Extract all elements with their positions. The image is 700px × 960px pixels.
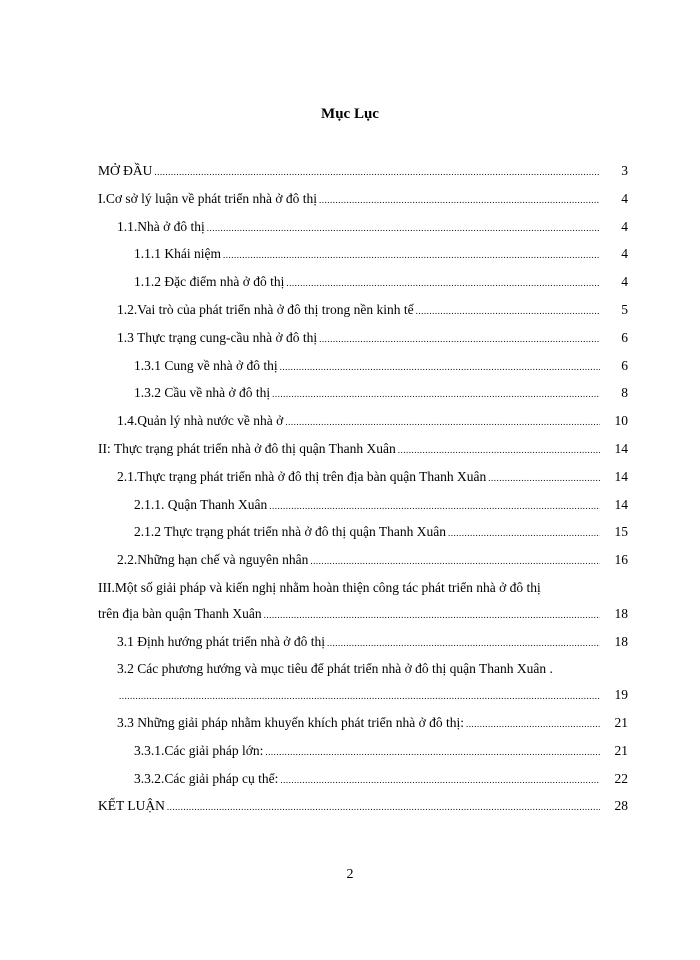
dot-leader — [327, 631, 600, 657]
page-number: 2 — [346, 867, 354, 882]
dot-leader — [280, 355, 600, 381]
dot-leader — [154, 160, 600, 186]
toc-entry[interactable] — [98, 297, 628, 325]
toc-entry-page: 4 — [621, 246, 628, 262]
toc-entry-label: 1.2.Vai trò của phát triển nhà ở đô thị trong nền kinh tế — [117, 301, 414, 317]
toc-entry-label: 1.3.2 Cầu về nhà ở đô thị — [134, 385, 271, 401]
toc-entry-page: 21 — [614, 742, 628, 758]
dot-leader — [416, 299, 600, 325]
toc-entry[interactable] — [98, 353, 628, 381]
toc-entry-page: 14 — [614, 496, 628, 512]
toc-entry-page: 21 — [614, 714, 628, 730]
dot-leader — [269, 494, 600, 520]
toc-entry-label: MỞ ĐẦU — [98, 163, 153, 178]
toc-entry[interactable] — [98, 408, 628, 436]
toc-entry[interactable] — [98, 793, 628, 821]
toc-entry-page: 6 — [621, 357, 628, 373]
dot-leader — [448, 521, 600, 547]
dot-leader — [280, 768, 600, 794]
toc-entry-label: 1.1.Nhà ở đô thị — [117, 218, 205, 234]
dot-leader — [265, 740, 600, 766]
toc-entry[interactable] — [98, 519, 628, 547]
toc-entry[interactable] — [98, 241, 628, 269]
toc-entry[interactable] — [98, 575, 628, 629]
toc-entry-label: 3.1 Định hướng phát triển nhà ở đô thị — [117, 633, 325, 649]
dot-leader — [264, 603, 600, 629]
toc-entry[interactable] — [98, 158, 628, 186]
dot-leader — [223, 243, 600, 269]
toc-entry-label: 2.1.2 Thực trạng phát triển nhà ở đô thị quận Thanh Xuân — [134, 524, 447, 540]
toc-entry[interactable] — [98, 547, 628, 575]
dot-leader — [466, 712, 600, 738]
toc-entry-page: 8 — [621, 385, 628, 401]
dot-leader — [167, 795, 600, 821]
dot-leader — [285, 410, 600, 436]
toc-entry-page: 19 — [614, 687, 628, 703]
toc-entry-label: 1.4.Quản lý nhà nước về nhà ở — [117, 413, 284, 429]
toc-entry[interactable] — [98, 380, 628, 408]
toc-entry-label: 3.3.2.Các giải pháp cụ thể: — [134, 770, 279, 786]
toc-entry-page: 18 — [614, 605, 628, 621]
toc-entry-label: 1.3 Thực trạng cung-cầu nhà ở đô thị — [117, 329, 318, 345]
toc-entry-page: 4 — [621, 218, 628, 234]
toc-entry[interactable] — [98, 214, 628, 242]
toc-entry[interactable] — [98, 629, 628, 657]
toc-entry-label: 2.1.Thực trạng phát triển nhà ở đô thị trên địa bàn quận Thanh Xuân — [117, 468, 487, 484]
dot-leader — [398, 438, 600, 464]
dot-leader — [119, 684, 600, 710]
toc-entry-page: 14 — [614, 440, 628, 456]
toc-entry-page: 16 — [614, 552, 628, 568]
page-title: Mục Lục — [321, 106, 379, 122]
dot-leader — [310, 549, 600, 575]
toc-entry-label-line1: 3.2 Các phương hướng và mục tiêu để phát triển nhà ở đô thị quận Thanh Xuân . — [117, 661, 553, 677]
dot-leader — [272, 382, 600, 408]
dot-leader — [488, 466, 600, 492]
toc-entry[interactable] — [98, 738, 628, 766]
toc-entry-page: 18 — [614, 633, 628, 649]
toc-entry-page: 4 — [621, 190, 628, 206]
toc-entry[interactable] — [98, 656, 628, 710]
toc-entry-page: 22 — [614, 770, 628, 786]
toc-entry[interactable] — [98, 269, 628, 297]
toc-entry-label: 2.2.Những hạn chế và nguyên nhân — [117, 552, 309, 568]
toc-entry-page: 3 — [621, 163, 628, 178]
toc-entry[interactable] — [98, 766, 628, 794]
dot-leader — [286, 271, 600, 297]
toc-entry[interactable] — [98, 492, 628, 520]
toc-entry[interactable] — [98, 436, 628, 464]
toc-entry-label: trên địa bàn quận Thanh Xuân — [98, 605, 262, 621]
dot-leader — [207, 216, 600, 242]
toc-entry[interactable] — [98, 325, 628, 353]
toc-entry-label: 1.1.1 Khái niệm — [134, 246, 221, 262]
toc-entry-page: 28 — [614, 798, 628, 814]
toc-entry-page: 14 — [614, 468, 628, 484]
toc-entry[interactable] — [98, 710, 628, 738]
toc-entry-page: 10 — [614, 413, 628, 429]
toc-entry-page: 4 — [621, 274, 628, 290]
dot-leader — [319, 188, 600, 214]
toc-entry-label: I.Cơ sở lý luận về phát triển nhà ở đô thị — [98, 190, 318, 206]
toc-entry-label: 2.1.1. Quận Thanh Xuân — [134, 496, 268, 512]
toc-entry-page: 5 — [621, 301, 628, 317]
toc-entry-label: 1.1.2 Đặc điểm nhà ở đô thị — [134, 274, 285, 290]
toc-entry-page: 6 — [621, 329, 628, 345]
toc-entry-label: KẾT LUẬN — [98, 798, 165, 814]
toc-entry-label: 1.3.1 Cung về nhà ở đô thị — [134, 357, 278, 373]
toc-entry-page: 15 — [614, 524, 628, 540]
toc-entry-label: 3.3.1.Các giải pháp lớn: — [134, 742, 264, 758]
toc-entry-label: 3.3 Những giải pháp nhằm khuyến khích phát triển nhà ở đô thị: — [117, 714, 465, 730]
table-of-contents — [98, 158, 628, 821]
toc-entry[interactable] — [98, 464, 628, 492]
dot-leader — [319, 327, 600, 353]
toc-entry-label-line1: III.Một số giải pháp và kiến nghị nhằm hoàn thiện công tác phát triển nhà ở đô thị — [98, 579, 541, 595]
toc-entry[interactable] — [98, 186, 628, 214]
toc-entry-label: II: Thực trạng phát triển nhà ở đô thị quận Thanh Xuân — [98, 440, 396, 456]
